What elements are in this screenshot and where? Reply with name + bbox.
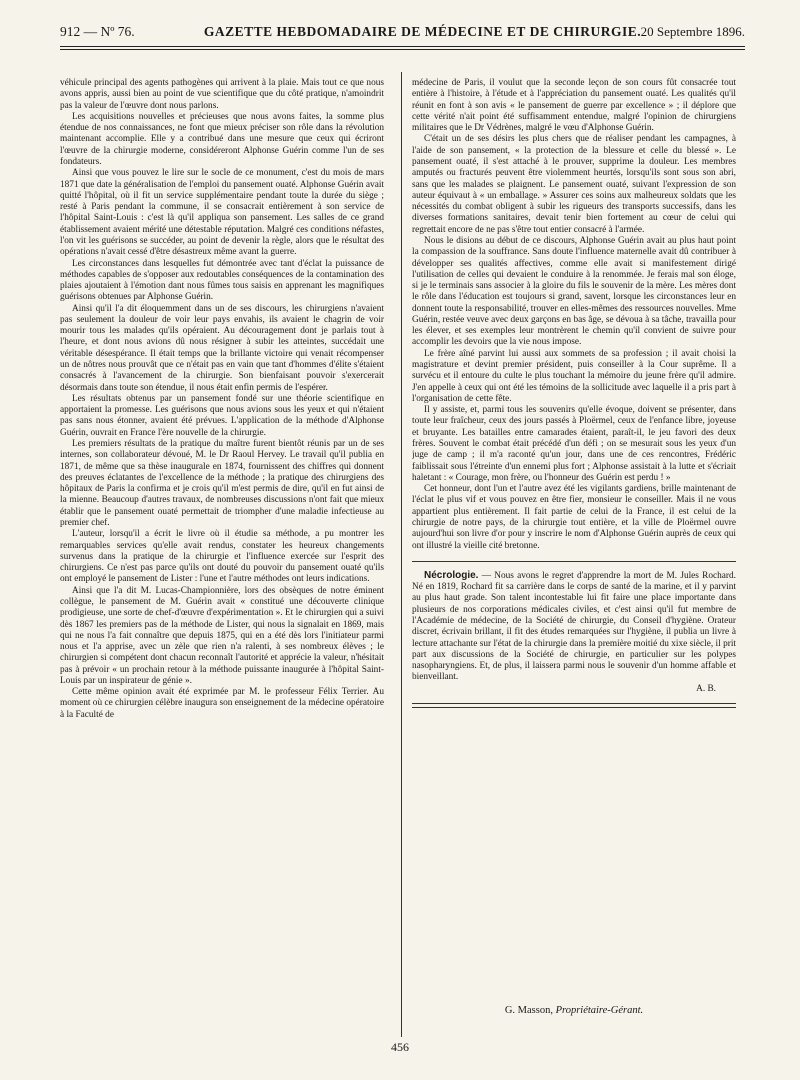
- paragraph: Ainsi qu'il l'a dit éloquemment dans un de ses discours, les chirurgiens n'avaient pas seulement la douleur de voir leur pays envahis, ils avaient le chagrin de voir mourir tous les malades qu'ils opéraient. Au découragement dont je parlais tout à l'heure, et dont nous avions dû nous résigner à subir les atteintes, succédait une véritable désespérance. Il était temps que la brillante victoire qui venait récompenser un de nôtres nous prouvât que ce n'était pas en vain que tant d'hommes d'élite s'étaient consacrés à l'avancement de la chirurgie. Son bienfaisant pouvoir s'exercerait désormais dans toute son étendue, il nous était enfin permis de l'espérer.: [60, 303, 384, 393]
- section-rule: [412, 561, 736, 562]
- paragraph: Le frère aîné parvint lui aussi aux sommets de sa profession ; il avait choisi la magistrature et devint premier président, puis conseiller à la Cour suprême. Il a survécu et il entoure du culte le plus touchant la mémoire du jeune frère qu'il admire. J'en appelle à ceux qui ont été les témoins de la sollicitude avec laquelle il a pris part à l'organisation de cette fête.: [412, 348, 736, 404]
- paragraph: Ainsi que vous pouvez le lire sur le socle de ce monument, c'est du mois de mars 1871 que date la généralisation de l'emploi du pansement ouaté. Alphonse Guérin avait quitté l'hôpital, où il fit un service supplémentaire pendant toute la durée du siège ; resté à Paris pendant la commune, il se consacrait entièrement à son service de l'hôpital Saint-Louis : c'est là qu'il appliqua son pansement. Les salles de ce grand établissement avaient mérité une détestable réputation. Malgré ces conditions néfastes, l'on vit les guérisons se succéder, au point de devenir la règle, alors que le résultat des opérations n'avait cessé d'être désastreux même avant la guerre.: [60, 168, 384, 258]
- paragraph: Cette même opinion avait été exprimée par M. le professeur Félix Terrier. Au moment où ce chirurgien célèbre inaugura son enseignement de la médecine opératoire à la Faculté de: [60, 687, 384, 720]
- paragraph: C'était un de ses désirs les plus chers que de réaliser pendant les campagnes, à l'aide de son pansement, « la protection de la blessure et celle du blessé ». Le pansement ouaté, il s'est attaché à le prouver, supprime la douleur. Les membres amputés ou fracturés peuvent être violemment heurtés, lorsqu'ils sont sous son abri, sans que les malades se plaignent. Le pansement ouaté, suivant l'expression de son auteur équivaut à « un emballage. » Assurer ces soins aux malheureux soldats que les nécessités du combat obligent à subir les rigueurs des transports successifs, dans les diverses formations sanitaires, devait tenir bien fortement au cœur de celui qui regrettait encore de ne pas s'être tout entier consacré à l'armée.: [412, 134, 736, 235]
- necrologie-title: Nécrologie.: [424, 569, 479, 581]
- journal-title: GAZETTE HEBDOMADAIRE DE MÉDECINE ET DE CHIRURGIE.: [203, 24, 642, 39]
- paragraph: Les acquisitions nouvelles et précieuses que nous avons faites, la somme plus étendue de nos connaissances, ne font que mieux préciser son rôle dans la révolution maintenant accomplie. Elle y a contribué dans une mesure que ceux qui écriront l'œuvre de la chirurgie moderne, considéreront Alphonse Guérin comme l'un de ses fondateurs.: [60, 111, 384, 167]
- paragraph: Ainsi que l'a dit M. Lucas-Championnière, lors des obsèques de notre éminent collègue, le pansement de M. Guérin avait « constitué une découverte clinique prodigieuse, une sorte de chef-d'œuvre d'expérimentation ». Et le chirurgien qui a suivi dès 1867 les premiers pas de la méthode de Lister, qui nous la signalait en 1869, mais qui ne nous l'a fait connaître que depuis 1875, qui en a été dès lors l'initiateur parmi nous et l'a apprise, avec un zèle que rien n'a ralenti, à ses nombreux élèves ; le chirurgien si compétent dont chacun reconnaît l'autorité et apprécie la valeur, n'hésitait pas à prévoir « un prochain retour à la méthode puissante inaugurée à l'hôpital Saint-Louis par un inspirateur de génie ».: [60, 585, 384, 686]
- page-number: 456: [391, 1040, 409, 1054]
- publisher-role: Propriétaire-Gérant.: [555, 1005, 644, 1016]
- section-rule-double: [412, 707, 736, 708]
- necrologie-paragraph: [412, 570, 736, 684]
- paragraph: Les résultats obtenus par un pansement fondé sur une théorie scientifique en apportaient la promesse. Les guérisons que nous avions sous les yeux et qui n'étaient pas sans nous étonner, avaient été prévues. L'application de la méthode d'Alphonse Guérin, ouvrait en France l'ère nouvelle de la chirurgie.: [60, 393, 384, 438]
- right-column: [412, 78, 736, 1028]
- column-separator: [401, 72, 402, 1037]
- paragraph: Cet honneur, dont l'un et l'autre avez été les vigilants gardiens, brille maintenant de l'éclat le plus vif et vous pouvez en être fier, monsieur le conseiller. Mais il ne vous appartient plus entièrement. Il fait partie de celui de la France, il est celui de la chirurgie de notre pays, de la chirurgie tout entière, et la ville de Ploërmel ouvre aujourd'hui son livre d'or pour y inscrire le nom d'Alphonse Guérin auprès de ceux qui ont illustré la vieille cité bretonne.: [412, 484, 736, 551]
- paragraph: véhicule principal des agents pathogènes qui arrivent à la plaie. Mais tout ce que nous avons appris, aussi bien au point de vue scientifique que du côté pratique, n'amoindrit pas la valeur de l'œuvre dont nous parlons.: [60, 78, 384, 111]
- header-rule: [60, 46, 745, 47]
- paragraph: Les circonstances dans lesquelles fut démontrée avec tant d'éclat la puissance de méthodes capables de s'opposer aux redoutables conséquences de la contamination des plaies ajoutaient à l'émotion dant nous fûmes tous saisis en apprenant les magnifiques guérisons obtenues par Alphonse Guérin.: [60, 258, 384, 303]
- page-and-issue-number: 912 — Nº 76.: [60, 24, 135, 39]
- page-header: [60, 20, 745, 44]
- left-column: [60, 78, 384, 1028]
- paragraph: Les premiers résultats de la pratique du maître furent bientôt réunis par un de ses internes, son collaborateur dévoué, M. le Dr Raoul Hervey. Le travail qu'il publia en 1871, de même que sa thèse inaugurale en 1874, fournissent des chiffres qui donnent des preuves éclatantes de l'excellence de la méthode ; la pratique des chirurgiens des hôpitaux de Paris la confirma et je crois qu'il m'est permis de dire, qu'il en fut ainsi de la mienne. Beaucoup d'autres travaux, de nombreuses discussions n'ont fait que mieux établir que le pansement ouaté permettait de triompher d'une maladie infectieuse au premier chef.: [60, 439, 384, 528]
- publisher-line: [412, 1005, 736, 1016]
- paragraph: Il y assiste, et, parmi tous les souvenirs qu'elle évoque, doivent se présenter, dans toute leur fraîcheur, ceux des jours passés à Ploërmel, ceux de l'enfance libre, joyeuse et bruyante. Les batailles entre camarades étaient, paraît-il, le jeu favori des deux frères. Souvent le combat était précédé d'un défi ; on se mesurait sous les yeux d'un juge de camp ; il m'a raconté qu'un jour, dans une de ces rencontres, Frédéric faiblissait sous l'étreinte d'un ennemi plus fort ; Alphonse assistait à la lutte et s'écriait haletant : « Courage, mon frère, ou l'honneur des Guérin est perdu ! »: [412, 405, 736, 483]
- paragraph: médecine de Paris, il voulut que la seconde leçon de son cours fût consacrée tout entière à l'histoire, à l'étude et à l'appréciation du pansement ouaté. Les qualités qu'il réunit en font à son avis « le pansement de guerre par excellence » ; il déplore que cette vérité n'ait point été suffisamment entendue, malgré l'opinion de chirurgiens militaires que le Dr Védrènes, malgré le vœu d'Alphonse Guérin.: [412, 78, 736, 134]
- issue-date: 20 Septembre 1896.: [640, 24, 745, 39]
- paragraph: Nous le disions au début de ce discours, Alphonse Guérin avait au plus haut point la compassion de la souffrance. Sans doute l'influence maternelle avait dû contribuer à développer ses qualités affectives, comme elle avait si manifestement dirigé l'utilisation de celles qui devaient le conduire à la renommée. Je ferais mal son éloge, si je le terminais sans associer à la gloire du fils le souvenir de la mère. Les mères dont le rôle dans l'éducation est toujours si grand, savent, lorsque les circonstances leur en donnent toute la responsabilité, trouver en elles-mêmes des ressources nouvelles. Mme Guérin, restée veuve avec deux garçons en bas âge, se dévoua à sa tâche, travailla pour les élever, et ses exemples leur montrèrent le chemin qu'il convient de suivre pour accomplir les devoirs que la vie nous impose.: [412, 235, 736, 348]
- necrologie-signature: A. B.: [696, 683, 716, 694]
- header-rule-double: [60, 49, 745, 50]
- publisher-name: G. Masson,: [504, 1005, 553, 1016]
- necrologie-text: — Nous avons le regret d'apprendre la mort de M. Jules Rochard. Né en 1819, Rochard fit sa carrière dans le corps de santé de la marine, et il y parvint au plus haut grade. Son talent incontestable lui fit faire une place importante dans plusieurs de nos corporations médicales civiles, et c'est ainsi qu'il fut membre de l'Académie de médecine, de la Société de chirurgie, du Conseil d'hygiène. Orateur discret, écrivain brillant, il fit des études remarquées sur l'hygiène, il publia un livre à lecture attachante sur l'état de la chirurgie dans la première moitié du xixe siècle, il prit part aux discussions de la Société de chirurgie, en particulier sur les polypes nasopharyngiens. Et, de plus, il laissera parmi nous le souvenir d'un homme affable et bienveillant.: [412, 570, 736, 683]
- section-rule: [412, 703, 736, 704]
- paragraph: L'auteur, lorsqu'il a écrit le livre où il étudie sa méthode, a pu montrer les remarquables services qu'elle avait rendus, constater les heureux changements survenus dans la pratique de la chirurgie et l'influence exercée sur l'esprit des chirurgiens. Ce n'est pas parce qu'ils ont douté du pouvoir du pansement ouaté qu'ils ont employé le pansement de Lister : l'une et l'autre méthodes ont leurs indications.: [60, 529, 384, 585]
